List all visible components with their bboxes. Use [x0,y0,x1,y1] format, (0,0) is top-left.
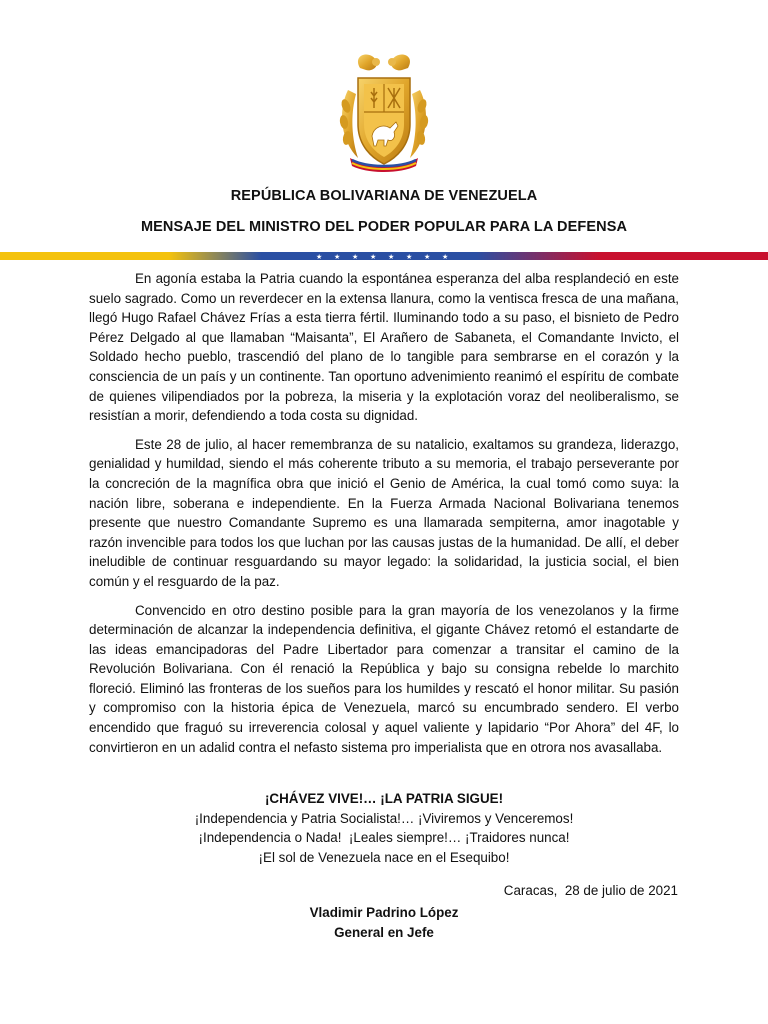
closing-line-2: ¡Independencia o Nada! ¡Leales siempre!… ¡Traidores nunca! [198,830,570,846]
closing-slogan: ¡CHÁVEZ VIVE!… ¡LA PATRIA SIGUE! [264,791,504,806]
body-paragraph-3: Convencido en otro destino posible para la gran mayoría de los venezolanos y la firme determinación de alcanzar la independencia definitiva, el gigante Chávez retomó el estandarte de las ideas emancipadoras del Padre Libertador para comenzar a transitar el camino de la Revolución Bolivariana. Con él renació la República y bajo su consigna rebelde lo marchito floreció. Eliminó las fronteras de los sueños para los humildes y rescató el honor militar. Su pasión y compromiso con la historia épica de Venezuela, marcó su encumbrado sendero. El verbo encendido que fraguó su irreverencia colosal y aquel valiente y lapidario “Por Ahora” del 4F, lo convirtieron en un adalid contra el nefasto sistema pro imperialista que en otrora nos avasallaba. [89,602,679,755]
body-paragraph-2: Este 28 de julio, al hacer remembranza de su natalicio, exaltamos su grandeza, liderazgo, genialidad y humildad, siendo el más coherente tributo a su memoria, el trabajo perseverante por la concreción de la magnífica obra que inició el Genio de América, la cual tomó como suya: la nación libre, soberana e independiente. En la Fuerza Armada Nacional Bolivariana tenemos presente que nuestro Comandante Supremo es una llamarada sempiterna, amor inagotable y razón invencible para todos los que luchan por las causas justas de la humanidad. De allí, el deber ineludible de continuar resguardando su mayor legado: la solidaridad, la justicia social, el bien común y el resguardo de la paz. [89,436,679,589]
signature-block [0,903,768,942]
svg-text:★: ★ [406,253,413,261]
closing-line-1: ¡Independencia y Patria Socialista!… ¡Viviremos y Venceremos! [194,810,574,826]
flag-divider [0,250,768,262]
signature-rank: General en Jefe [334,924,434,940]
signature-name: Vladimir Padrino López [309,905,459,920]
svg-text:★: ★ [442,253,449,261]
svg-text:★: ★ [388,253,395,261]
closing-slogans [0,789,768,867]
svg-text:★: ★ [424,253,431,261]
venezuela-coat-of-arms-icon [330,50,438,176]
svg-text:★: ★ [334,253,341,261]
body-paragraph-1: En agonía estaba la Patria cuando la espontánea esperanza del alba resplandeció en este suelo sagrado. Como un reverdecer en la extensa llanura, como la ventisca fresca de una mañana, llegó Hugo Rafael Chávez Frías a esta tierra fértil. Iluminando todo a su paso, el bisnieto de Pedro Pérez Delgado al que llamaban “Maisanta”, El Arañero de Sabaneta, el Comandante Invicto, el Soldado hecho pueblo, trascendió del plano de lo tangible para sembrarse en el corazón y la consciencia de un país y un continente. Tan oportuno advenimiento reanimó el espíritu de combate de quienes vilipendiados por la pobreza, la miseria y la explotación voraz del neoliberalismo, se resistían a morir, defendiendo a toda costa su dignidad. [89,271,679,424]
closing-line-3: ¡El sol de Venezuela nace en el Esequibo! [258,849,510,865]
header-title-line2: MENSAJE DEL MINISTRO DEL PODER POPULAR PARA LA DEFENSA [140,219,628,235]
message-body [89,269,679,766]
svg-text:★: ★ [352,253,359,261]
header-title-line1: REPÚBLICA BOLIVARIANA DE VENEZUELA [230,188,538,204]
svg-text:★: ★ [370,253,377,261]
svg-text:★: ★ [316,253,323,261]
dateline: Caracas, 28 de julio de 2021 [503,883,678,898]
